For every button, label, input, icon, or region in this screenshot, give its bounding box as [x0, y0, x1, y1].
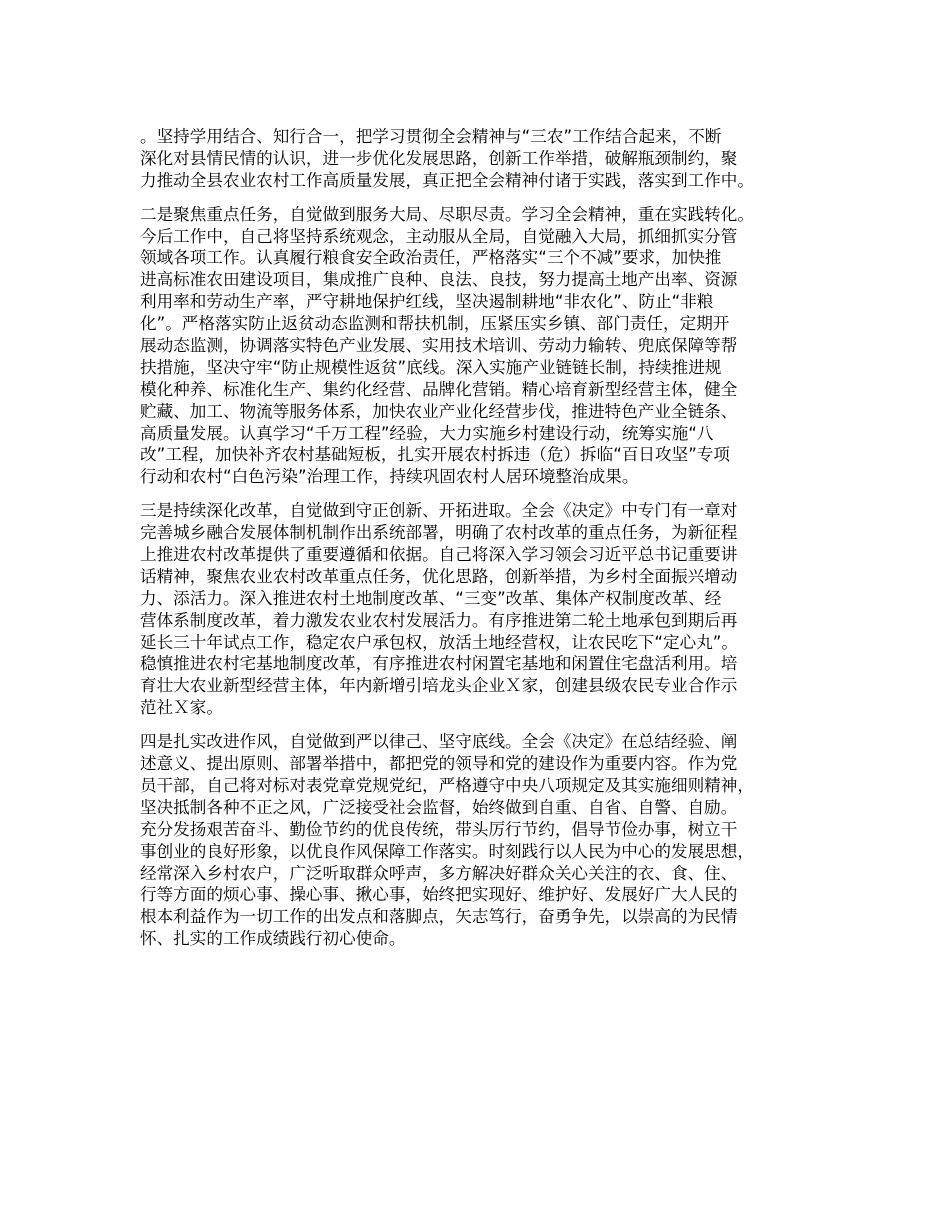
text-line: 贮藏、加工、物流等服务体系，加快农业产业化经营步伐，推进特色产业全链条、	[140, 401, 738, 421]
text-line: 扶措施，坚决守牢“防止规模性返贫”底线。深入实施产业链链长制，持续推进规	[140, 357, 722, 377]
text-line: 改”工程，加快补齐农村基础短板，扎实开展农村拆违（危）拆临“百日攻坚”专项	[140, 445, 730, 465]
text-line: 述意义、提出原则、部署举措中，都把党的领导和党的建设作为重要内容。作为党	[140, 754, 738, 774]
text-line: 力、添活力。深入推进农村土地制度改革、“三变”改革、集体产权制度改革、经	[140, 588, 722, 608]
text-line: 深化对县情民情的认识，进一步优化发展思路，创新工作举措，破解瓶颈制约，聚	[140, 148, 738, 168]
text-line: 充分发扬艰苦奋斗、勤俭节约的优良传统，带头厉行节约，倡导节俭办事，树立干	[140, 819, 738, 839]
text-line: 话精神，聚焦农业农村改革重点任务，优化思路，创新举措，为乡村全面振兴增动	[140, 566, 738, 586]
text-line: 今后工作中，自己将坚持系统观念，主动服从全局，自觉融入大局，抓细抓实分管	[140, 226, 738, 246]
text-line: 展动态监测，协调落实特色产业发展、实用技术培训、劳动力输转、兜底保障等帮	[140, 336, 738, 356]
text-line: 四是扎实改进作风，自觉做到严以律己、坚守底线。全会《决定》在总结经验、阐	[140, 732, 738, 752]
text-line: 怀、扎实的工作成绩践行初心使命。	[140, 929, 406, 949]
text-line: 利用率和劳动生产率，严守耕地保护红线，坚决遏制耕地“非农化”、防止“非粮	[140, 292, 714, 312]
text-line: 延长三十年试点工作，稳定农户承包权，放活土地经营权，让农民吃下“定心丸”。	[140, 632, 738, 652]
text-line: 育壮大农业新型经营主体，年内新增引培龙头企业Ｘ家，创建县级农民专业合作示	[140, 676, 738, 696]
text-line: 员干部，自己将对标对表党章党规党纪，严格遵守中央八项规定及其实施细则精神，	[140, 775, 754, 795]
text-line: 完善城乡融合发展体制机制作出系统部署，明确了农村改革的重点任务，为新征程	[140, 523, 738, 543]
paragraph-deepen-reform	[140, 500, 830, 719]
paragraph-focus-key-tasks	[140, 204, 830, 489]
text-line: 高质量发展。认真学习“千万工程”经验，大力实施乡村建设行动，统筹实施“八	[140, 423, 714, 443]
text-line: 化”。严格落实防止返贫动态监测和帮扶机制，压紧压实乡镇、部门责任，定期开	[140, 314, 730, 334]
paragraph-improve-work-style	[140, 731, 830, 950]
text-line: 行等方面的烦心事、操心事、揪心事，始终把实现好、维护好、发展好广大人民的	[140, 885, 738, 905]
text-line: 经常深入乡村农户，广泛听取群众呼声，多方解决好群众关心关注的衣、食、住、	[140, 863, 738, 883]
text-line: 进高标准农田建设项目，集成推广良种、良法、良技，努力提高土地产出率、资源	[140, 270, 738, 290]
text-line: 行动和农村“白色污染”治理工作，持续巩固农村人居环境整治成果。	[140, 467, 639, 487]
text-line: 营体系制度改革，着力激发农业农村发展活力。有序推进第二轮土地承包到期后再	[140, 610, 738, 630]
text-line: 坚决抵制各种不正之风，广泛接受社会监督，始终做到自重、自省、自警、自励。	[140, 797, 738, 817]
text-line: 力推动全县农业农村工作高质量发展，真正把全会精神付诸于实践，落实到工作中。	[140, 170, 754, 190]
document-body	[140, 126, 830, 962]
paragraph-intro-continuation	[140, 126, 830, 192]
text-line: 上推进农村改革提供了重要遵循和依据。自己将深入学习领会习近平总书记重要讲	[140, 545, 738, 565]
text-line: 模化种养、标准化生产、集约化经营、品牌化营销。精心培育新型经营主体，健全	[140, 379, 738, 399]
text-line: 二是聚焦重点任务，自觉做到服务大局、尽职尽责。学习全会精神，重在实践转化。	[140, 204, 754, 224]
text-line: 三是持续深化改革，自觉做到守正创新、开拓进取。全会《决定》中专门有一章对	[140, 501, 738, 521]
text-line: 领域各项工作。认真履行粮食安全政治责任，严格落实“三个不减”要求，加快推	[140, 248, 722, 268]
text-line: 。坚持学用结合、知行合一，把学习贯彻全会精神与“三农”工作结合起来，不断	[140, 127, 722, 146]
text-line: 根本利益作为一切工作的出发点和落脚点，矢志笃行，奋勇争先，以崇高的为民情	[140, 907, 738, 927]
text-line: 事创业的良好形象，以优良作风保障工作落实。时刻践行以人民为中心的发展思想，	[140, 841, 754, 861]
text-line: 范社Ｘ家。	[140, 698, 223, 718]
text-line: 稳慎推进农村宅基地制度改革，有序推进农村闲置宅基地和闲置住宅盘活利用。培	[140, 654, 738, 674]
